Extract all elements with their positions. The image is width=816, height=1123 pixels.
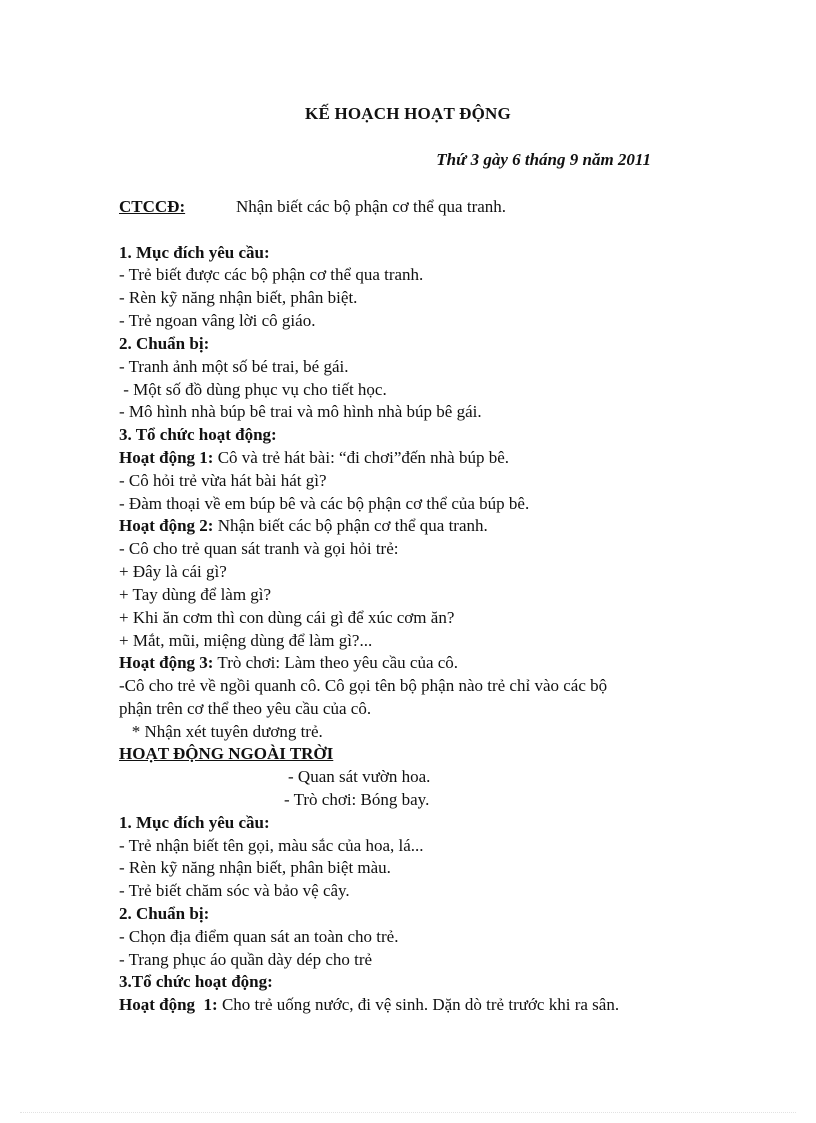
list-item: - Mô hình nhà búp bê trai và mô hình nhà búp bê gái. (119, 402, 482, 421)
date-line: Thứ 3 gày 6 tháng 9 năm 2011 (436, 150, 651, 169)
ctccd-label: CTCCĐ: (119, 197, 186, 216)
list-item: + Khi ăn cơm thì con dùng cái gì để xúc cơm ăn? (119, 608, 455, 627)
page-title: KẾ HOẠCH HOẠT ĐỘNG (305, 104, 511, 123)
activity-label: Hoạt động 1: (119, 448, 214, 467)
activity-3 (119, 652, 458, 674)
list-item: - Rèn kỹ năng nhận biết, phân biệt màu. (119, 858, 391, 877)
activity-label: Hoạt động 3: (119, 653, 214, 672)
list-item: + Mắt, mũi, miệng dùng để làm gì?... (119, 631, 373, 650)
list-item: - Tranh ảnh một số bé trai, bé gái. (119, 357, 349, 376)
list-item: - Trẻ biết được các bộ phận cơ thể qua tranh. (119, 265, 424, 284)
list-item: - Rèn kỹ năng nhận biết, phân biệt. (119, 288, 358, 307)
list-item: - Trẻ ngoan vâng lời cô giáo. (119, 311, 316, 330)
section-heading-preparation: 2. Chuẩn bị: (119, 904, 210, 923)
outdoor-sub-item: - Quan sát vườn hoa. (288, 767, 431, 786)
page-footer-divider (20, 1112, 796, 1113)
list-item: - Cô cho trẻ quan sát tranh và gọi hỏi trẻ: (119, 539, 399, 558)
list-item: - Trẻ biết chăm sóc và bảo vệ cây. (119, 881, 350, 900)
ctccd-text: Nhận biết các bộ phận cơ thể qua tranh. (236, 197, 507, 216)
list-item: * Nhận xét tuyên dương trẻ. (119, 722, 323, 741)
list-item: - Trẻ nhận biết tên gọi, màu sắc của hoa, lá... (119, 836, 424, 855)
list-item: - Cô hỏi trẻ vừa hát bài hát gì? (119, 471, 327, 490)
activity-text: Cô và trẻ hát bài: “đi chơi”đến nhà búp bê. (213, 448, 510, 467)
list-item: - Chọn địa điểm quan sát an toàn cho trẻ. (119, 927, 399, 946)
list-item: + Đây là cái gì? (119, 562, 227, 581)
activity-2 (119, 515, 488, 537)
activity-label: Hoạt động 2: (119, 516, 214, 535)
section-heading-activities: 3.Tổ chức hoạt động: (119, 972, 273, 991)
activity-1 (119, 447, 509, 469)
activity-text: Nhận biết các bộ phận cơ thể qua tranh. (213, 516, 488, 535)
activity-text: Cho trẻ uống nước, đi vệ sinh. Dặn dò trẻ trước khi ra sân. (217, 995, 620, 1014)
list-item: - Một số đồ dùng phục vụ cho tiết học. (119, 380, 387, 399)
activity-1 (119, 994, 619, 1016)
outdoor-sub-item: - Trò chơi: Bóng bay. (284, 790, 430, 809)
list-item: - Đàm thoại về em búp bê và các bộ phận cơ thể của búp bê. (119, 494, 530, 513)
list-item: -Cô cho trẻ về ngồi quanh cô. Cô gọi tên bộ phận nào trẻ chỉ vào các bộ (119, 676, 608, 695)
section-heading-activities: 3. Tổ chức hoạt động: (119, 425, 277, 444)
activity-label: Hoạt động 1: (119, 995, 218, 1014)
list-item: + Tay dùng để làm gì? (119, 585, 272, 604)
list-item: - Trang phục áo quần dày dép cho trẻ (119, 950, 373, 969)
section-heading-goals: 1. Mục đích yêu cầu: (119, 813, 270, 832)
list-item: phận trên cơ thể theo yêu cầu của cô. (119, 699, 372, 718)
section-heading-goals: 1. Mục đích yêu cầu: (119, 243, 270, 262)
activity-text: Trò chơi: Làm theo yêu cầu của cô. (213, 653, 459, 672)
section-heading-preparation: 2. Chuẩn bị: (119, 334, 210, 353)
outdoor-heading: HOẠT ĐỘNG NGOÀI TRỜI (119, 744, 334, 763)
